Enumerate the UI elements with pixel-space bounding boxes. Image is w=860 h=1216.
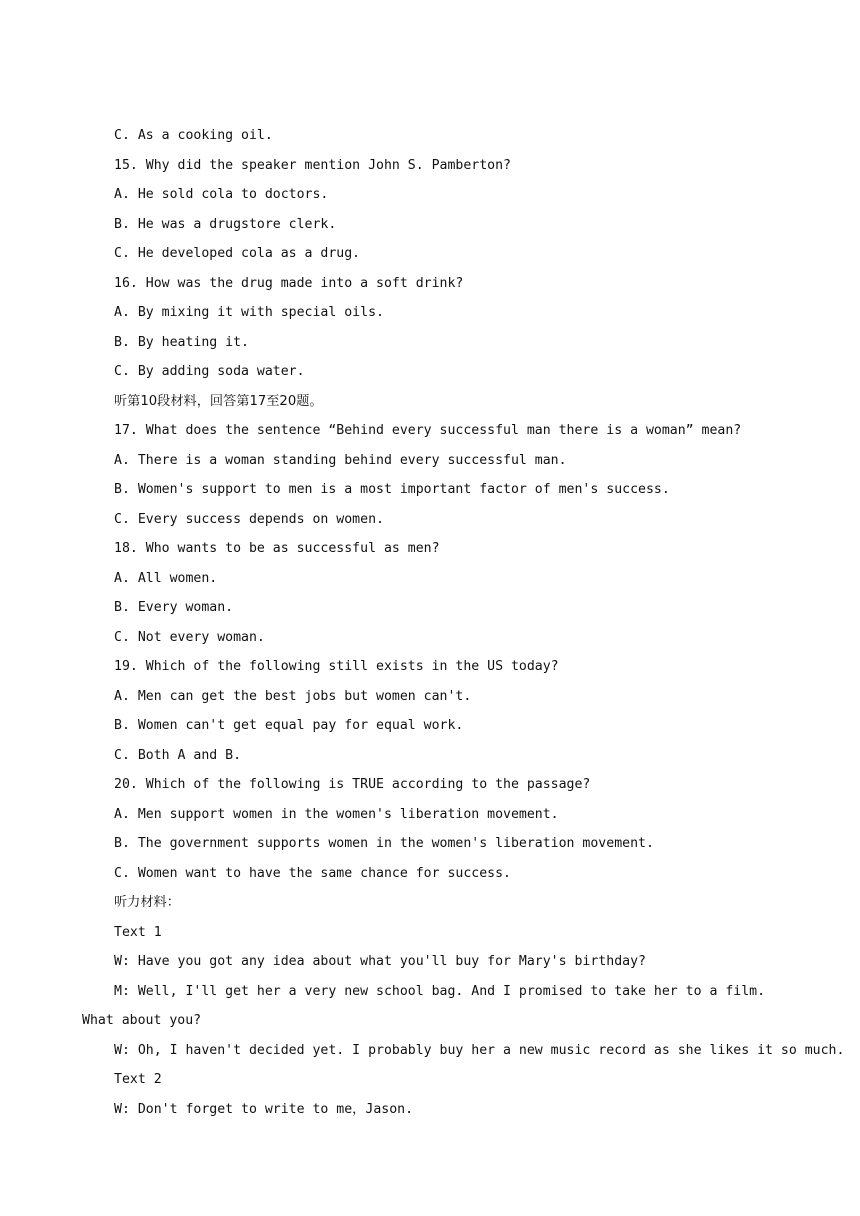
- text-line: C. As a cooking oil.: [114, 128, 273, 143]
- option-line: B. Women can't get equal pay for equal work.: [114, 718, 464, 733]
- transcript-heading: 听力材料：: [114, 895, 180, 910]
- document-body: [82, 121, 845, 1124]
- option-line: C. He developed cola as a drug.: [114, 246, 361, 261]
- option-line: C. By adding soda water.: [114, 364, 305, 379]
- text-label: Text 2: [114, 1072, 162, 1087]
- option-line: B. Every woman.: [114, 600, 234, 615]
- option-line: A. He sold cola to doctors.: [114, 187, 329, 202]
- option-line: A. There is a woman standing behind every successful man.: [114, 452, 567, 468]
- option-line: C. Women want to have the same chance for success.: [114, 865, 511, 881]
- section-instruction: 听第10段材料，回答第17至20题。: [114, 393, 323, 409]
- dialogue-line: W: Have you got any idea about what you'll buy for Mary's birthday?: [114, 954, 646, 969]
- question-17: 17. What does the sentence “Behind every successful man there is a woman” mean?: [114, 423, 742, 438]
- option-line: C. Both A and B.: [114, 747, 242, 763]
- option-line: C. Every success depends on women.: [114, 511, 384, 527]
- question-16: 16. How was the drug made into a soft drink?: [114, 275, 464, 291]
- option-line: A. All women.: [114, 570, 218, 586]
- question-19: 19. Which of the following still exists in the US today?: [114, 659, 559, 674]
- question-20: 20. Which of the following is TRUE according to the passage?: [114, 777, 591, 792]
- dialogue-line: W: Don't forget to write to me，Jason.: [114, 1101, 414, 1117]
- option-line: C. Not every woman.: [114, 629, 265, 645]
- text-label: Text 1: [114, 924, 162, 940]
- option-line: B. By heating it.: [114, 334, 249, 350]
- question-18: 18. Who wants to be as successful as men?: [114, 541, 440, 556]
- option-line: B. The government supports women in the women's liberation movement.: [114, 836, 654, 851]
- dialogue-paragraph: M: Well, I'll get her a very new school bag. And I promised to take her to a film. What about you?: [82, 983, 766, 1028]
- option-line: B. He was a drugstore clerk.: [114, 216, 337, 232]
- option-line: A. Men can get the best jobs but women can't.: [114, 688, 472, 704]
- dialogue-line: W: Oh, I haven't decided yet. I probably buy her a new music record as she likes it so much.: [114, 1042, 845, 1058]
- option-line: B. Women's support to men is a most important factor of men's success.: [114, 482, 670, 497]
- question-15: 15. Why did the speaker mention John S. Pamberton?: [114, 157, 511, 173]
- option-line: A. Men support women in the women's liberation movement.: [114, 806, 559, 822]
- option-line: A. By mixing it with special oils.: [114, 305, 384, 320]
